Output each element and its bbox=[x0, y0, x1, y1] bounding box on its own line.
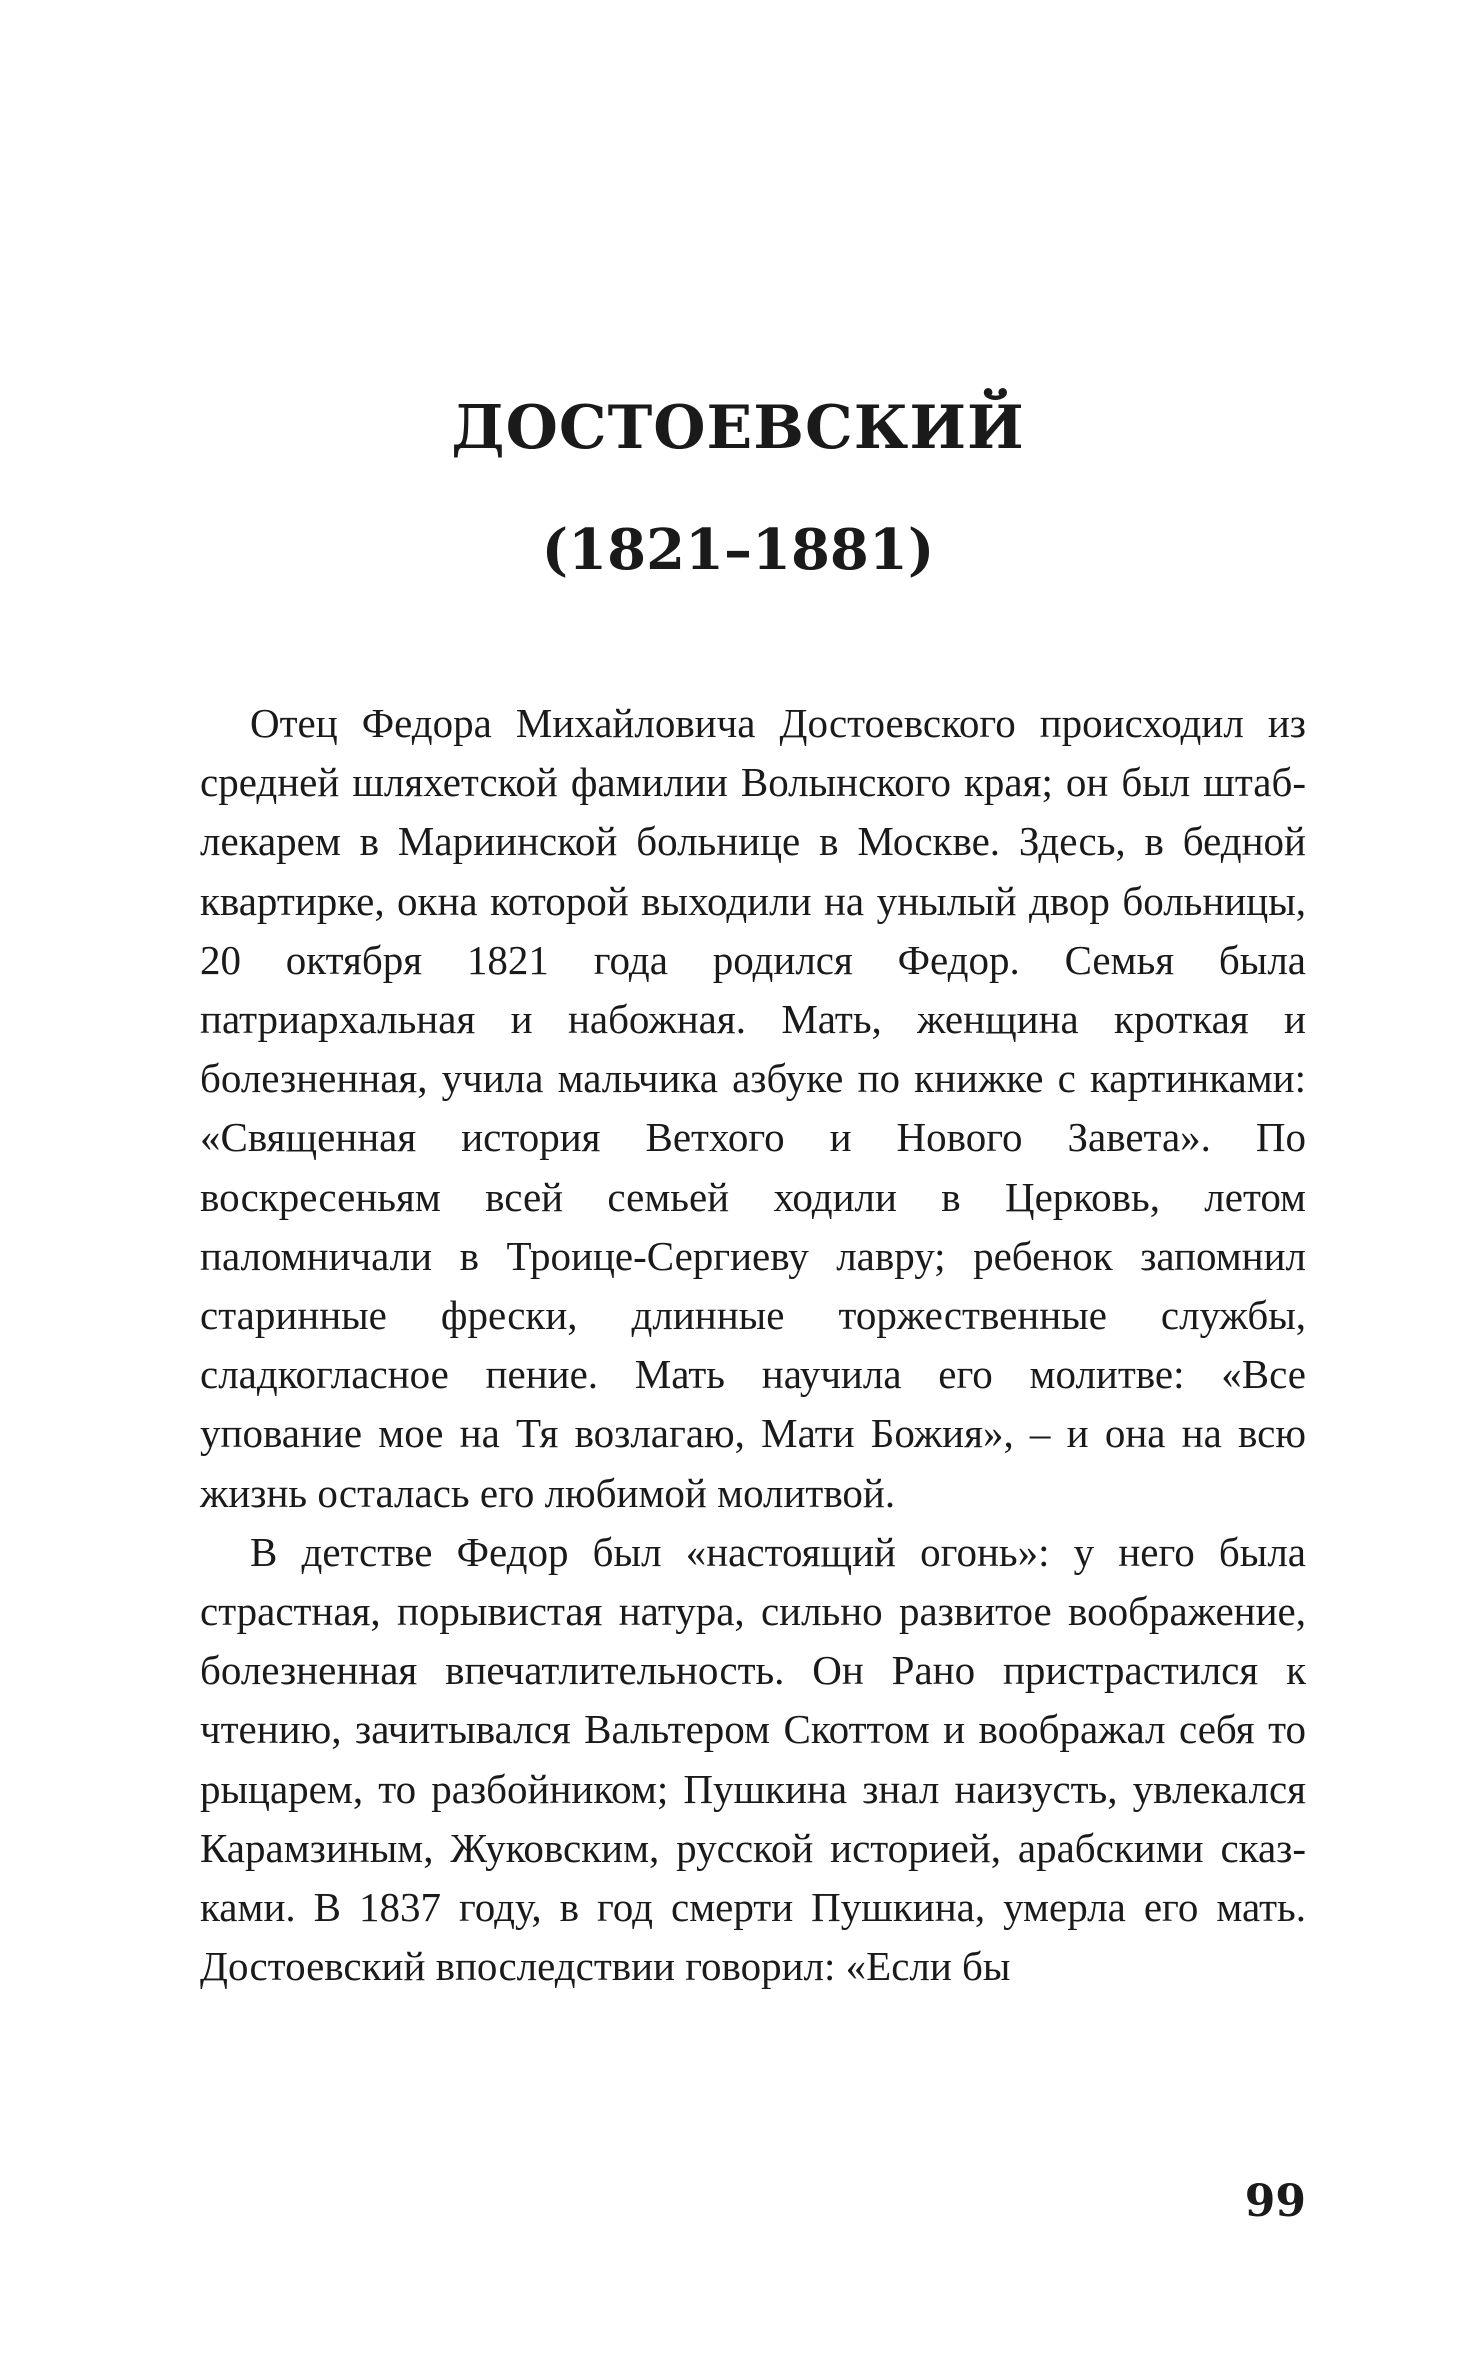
body-text bbox=[200, 694, 1306, 1996]
chapter-dates: (1821–1881) bbox=[541, 517, 935, 583]
chapter-title: ДОСТОЕВСКИЙ bbox=[451, 393, 1025, 463]
paragraph: Отец Федора Михайловича Достоевского происходил из средней шляхетской фамилии Волынского края; он был штаб-лекарем в Мариинской больнице в Москве. Здесь, в бедной квартирке, окна которой выходили на унылый двор больницы, 20 октября 1821 года родился Федор. Семья была патриархальная и набожная. Мать, женщина кроткая и болезненная, учила мальчика азбуке по книжке с картинками: «Священная история Ветхого и Нового Завета». По воскресеньям всей семьей ходили в Церковь, летом паломничали в Троице-Сергиеву лавру; ребенок запомнил старинные фрески, длинные торжественные службы, сладкогласное пение. Мать научила его молитве: «Все упование мое на Тя возлагаю, Мати Божия», – и она на всю жизнь осталась его любимой молитвой. bbox=[200, 700, 1306, 1516]
paragraph: В детстве Федор был «настоящий огонь»: у него была страстная, порывистая натура, сильно развитое воображение, болезненная впечатлительность. Он Рано пристрастился к чтению, зачитывался Вальтером Скоттом и воображал себя то рыцарем, то разбойником; Пушкина знал наизусть, увлекался Карамзиным, Жуковским, русской историей, арабскими сказками. В 1837 году, в год смерти Пушкина, умерла его мать. Достоевский впоследствии говорил: «Если бы bbox=[200, 1528, 1306, 1990]
page-number: 99 bbox=[1244, 2176, 1306, 2227]
